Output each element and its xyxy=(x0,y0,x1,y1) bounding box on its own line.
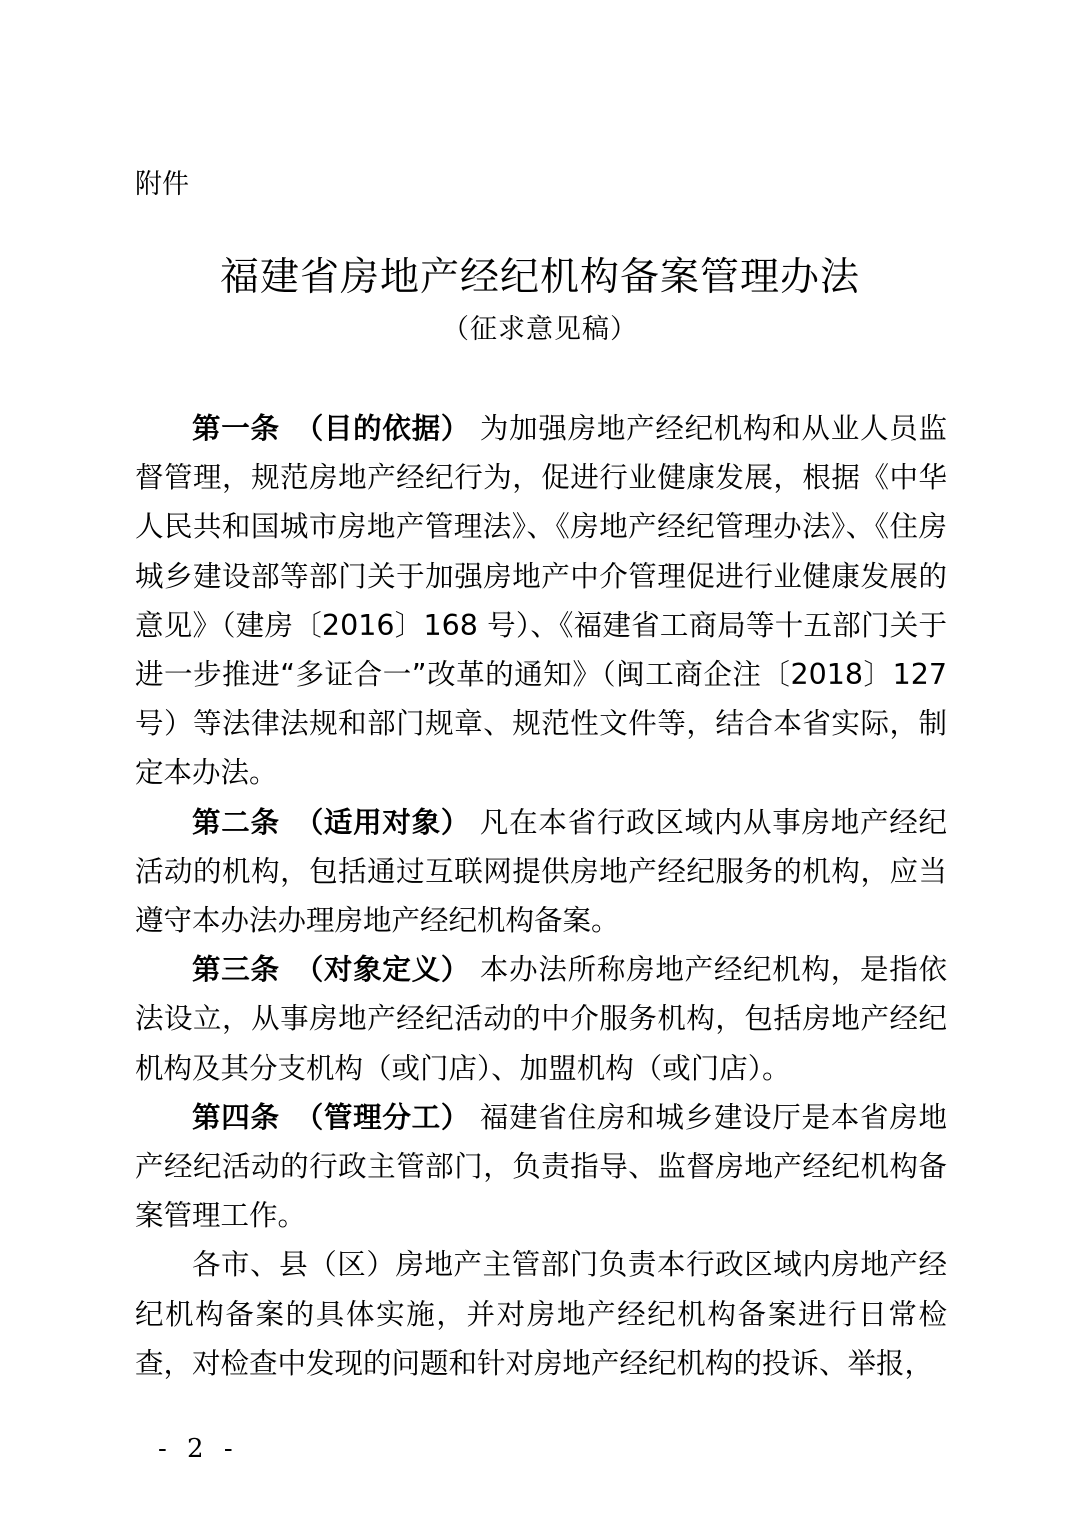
document-title: 福建省房地产经纪机构备案管理办法 xyxy=(219,255,860,300)
document-body xyxy=(135,404,947,1388)
article-1 xyxy=(135,404,947,798)
article-3-text: 本办法所称房地产经纪机构，是指依法设立，从事房地产经纪活动的中介服务机构，包括房地产经纪机构及其分支机构（或门店）、加盟机构（或门店）。 xyxy=(135,953,947,1085)
article-4 xyxy=(135,1093,947,1241)
document-subtitle: （征求意见稿） xyxy=(442,314,638,345)
article-2-text: 凡在本省行政区域内从事房地产经纪活动的机构，包括通过互联网提供房地产经纪服务的机构，应当遵守本办法办理房地产经纪机构备案。 xyxy=(135,805,947,938)
article-3 xyxy=(135,945,947,1093)
article-3-heading: 第三条 （对象定义） xyxy=(192,953,471,987)
article-4-paragraph-2: 各市、县（区）房地产主管部门负责本行政区域内房地产经纪机构备案的具体实施，并对房地产经纪机构备案进行日常检查，对检查中发现的问题和针对房地产经纪机构的投诉、举报， xyxy=(135,1248,947,1380)
article-4-text: 福建省住房和城乡建设厅是本省房地产经纪活动的行政主管部门，负责指导、监督房地产经纪机构备案管理工作。 xyxy=(135,1100,947,1233)
article-4-heading: 第四条 （管理分工） xyxy=(192,1100,471,1134)
article-2-heading: 第二条 （适用对象） xyxy=(192,805,471,839)
attachment-label: 附件 xyxy=(135,169,189,200)
article-1-text: 为加强房地产经纪机构和从业人员监督管理，规范房地产经纪行为，促进行业健康发展，根据《中华人民共和国城市房地产管理法》、《房地产经纪管理办法》、《住房城乡建设部等部门关于加强房地产中介管理促进行业健康发展的意见》（建房〔2016〕168 号）、《福建省工商局等十五部门关于进一步推进“多证合一”改革的通知》（闽工商企注〔2018〕127 号）等法律法规和部门规章、规范性文件等，结合本省实际，制定本办法。 xyxy=(135,412,947,790)
page-number: - 2 - xyxy=(158,1434,239,1464)
article-2 xyxy=(135,798,947,946)
article-1-heading: 第一条 （目的依据） xyxy=(192,412,471,445)
